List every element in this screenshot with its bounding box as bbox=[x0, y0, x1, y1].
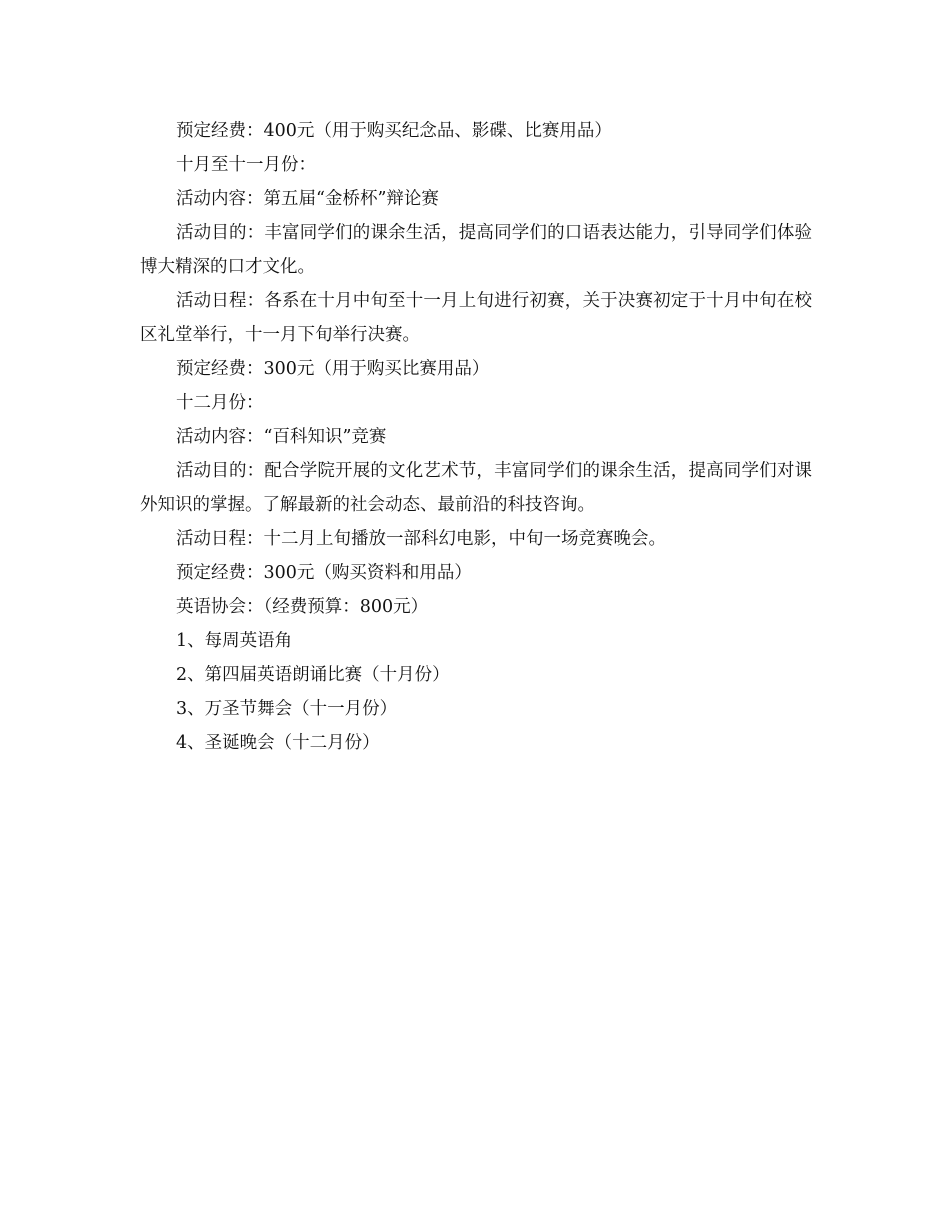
paragraph-purpose-quiz: 活动目的：配合学院开展的文化艺术节，丰富同学们的课余生活，提高同学们对课外知识的掌握。了解最新的社会动态、最前沿的科技咨询。 bbox=[140, 461, 812, 515]
paragraph-english-association: 英语协会：（经费预算：800元） bbox=[176, 597, 429, 617]
paragraph-purpose-debate: 活动目的：丰富同学们的课余生活，提高同学们的口语表达能力，引导同学们体验博大精深的口才文化。 bbox=[140, 223, 812, 277]
paragraph-schedule-quiz: 活动日程：十二月上旬播放一部科幻电影，中旬一场竞赛晚会。 bbox=[176, 529, 666, 549]
list-item-christmas-party: 4、圣诞晚会（十二月份） bbox=[176, 733, 380, 753]
list-item-english-corner: 1、每周英语角 bbox=[176, 631, 293, 651]
document-body bbox=[140, 114, 812, 760]
paragraph-content-quiz: 活动内容：“百科知识”竞赛 bbox=[176, 427, 387, 447]
paragraph-schedule-debate: 活动日程：各系在十月中旬至十一月上旬进行初赛，关于决赛初定于十月中旬在校区礼堂举行，十一月下旬举行决赛。 bbox=[140, 291, 812, 345]
paragraph-budget-2: 预定经费：300元（用于购买比赛用品） bbox=[176, 359, 490, 379]
paragraph-period-oct-nov: 十月至十一月份： bbox=[176, 155, 316, 175]
paragraph-period-dec: 十二月份： bbox=[176, 393, 264, 413]
list-item-halloween-dance: 3、万圣节舞会（十一月份） bbox=[176, 699, 398, 719]
list-item-recitation-contest: 2、第四届英语朗诵比赛（十月份） bbox=[176, 665, 450, 685]
paragraph-budget-1: 预定经费：400元（用于购买纪念品、影碟、比赛用品） bbox=[176, 121, 612, 141]
paragraph-budget-3: 预定经费：300元（购买资料和用品） bbox=[176, 563, 472, 583]
paragraph-content-debate: 活动内容：第五届“金桥杯”辩论赛 bbox=[176, 189, 439, 209]
